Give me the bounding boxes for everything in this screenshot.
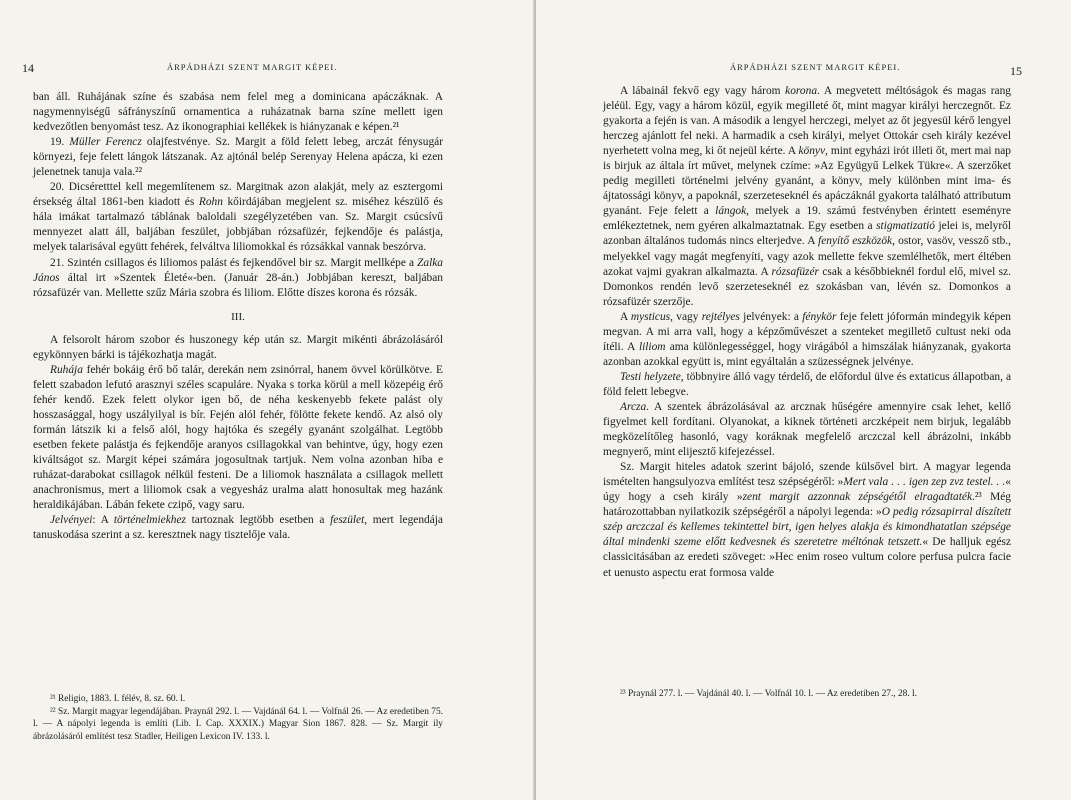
left-footnotes <box>33 693 443 743</box>
paragraph-text: « úgy hogy a cseh király » <box>603 476 1011 504</box>
term: feszület <box>330 514 365 527</box>
paragraph-text: , vagy <box>670 310 702 323</box>
term: Arcza <box>620 400 647 413</box>
left-running-title: ÁRPÁDHÁZI SZENT MARGIT KÉPEI. <box>167 62 338 72</box>
author-name: Zalka János <box>33 256 443 284</box>
paragraph <box>33 180 443 255</box>
paragraph-text: feje felett jóformán mindegyik képen megvan. A mi arra vall, hogy a képzőművészet a szenteket megillető cultust neki oda ítéli. A <box>603 310 1011 353</box>
paragraph: A felsorolt három szobor és huszonegy kép után sz. Margit mikénti ábrázolásáról egykönnyen bárki is tájékozhatja magát. <box>33 333 443 361</box>
paragraph-text: . A megvetett méltóságok és magas rang jeléül. Egy, vagy a három közül, egyik megilleté őt, mint magyar királyi herczegnőt. Ez gyakorta a fején is van. A második a lengyel herczegi, melyet az őt jegyesül kérő lengyel herczeg ajánlott fel neki. A harmadik a cseh királyi, melyet Ottokár cseh király kezével nyerhetett volna meg, ki őt nejeül kérte. A <box>603 85 1011 158</box>
term: Testi helyzete <box>620 370 681 383</box>
item-number: 19. <box>50 136 70 149</box>
right-page <box>536 0 1071 800</box>
paragraph-text: fehér bokáig érő bő talár, derekán nem zsinórral, hanem övvel körülkötve. E felett szabadon lefutó arasznyi széles scapuláre. Nyaka s torka körül a mell közepéig érő fehér kendő. Ezek felett olykor igen bő, de néha keskenyebb fekete palást oly hosszasággal, hogy uszályilyal is bír. Fején alól fehér, fölötte fekete kendő. Az alsó oly formán látszik ki a felső alól, hogy hajtóka és szegély gyanánt szolgálhat. Legtöbb esetben fekete palástja és fejkendője aranyos csillagokkal van behintve, úgy, hogy ezen kiváltságot sz. Margit képei számára jogosultnak tartjuk. Nem volna azonban hiba e ruházat-darabokat csillagok nélkül festeni. De a liliomok használata a csillagok mellett anachronismus, mert a liliomok csak a vegyesház uralma alatt honosultak meg hazánk heraldikájában. Lábán fekete czipő, vagy saru. <box>33 363 443 512</box>
left-page-body <box>33 90 443 543</box>
paragraph-text: 21. Szintén csillagos és liliomos palást és fejkendővel bir sz. Margit mellképe a <box>50 256 418 269</box>
paragraph <box>603 400 1011 460</box>
term: stigmatizatió <box>876 220 935 233</box>
term: liliom <box>638 340 666 353</box>
right-running-title: ÁRPÁDHÁZI SZENT MARGIT KÉPEI. <box>730 62 901 72</box>
paragraph-text: 20. Dicséretttel kell megemlítenem sz. Margitnak azon alakját, mely az esztergomi érsekség által 1861-ben kiadott és <box>33 181 443 209</box>
term: történelmiekhez <box>113 514 186 527</box>
term: mysticus <box>630 310 671 323</box>
quotation: O pedig rózsapirral díszített szép arczczal és kellemes tekintettel birt, igen helyes alakja és kimondhatatlan szépsége által mindenki szeme előtt kedvesnek és szeretetre méltónak tetszett. <box>603 506 1011 549</box>
paragraph-text: csak a későbbieknél fordul elő, mivel sz. Domonkos rendén levő szerzeteseknél ez szokásban van, lévén sz. Domonkos a rózsafüzér szerzője. <box>603 265 1011 308</box>
term: fénykör <box>802 310 837 323</box>
paragraph <box>33 135 443 180</box>
paragraph <box>603 460 1011 580</box>
right-page-number: 15 <box>1010 64 1022 78</box>
paragraph <box>603 84 1011 310</box>
paragraph-text: A lábainál fekvő egy vagy három <box>620 85 786 97</box>
paragraph-text: .²³ Még határozottabban nyilatkozik szépségéről a nápolyi legenda: » <box>603 491 1011 519</box>
term: rejtélyes <box>701 310 740 323</box>
footnote: ²³ Praynál 277. l. — Vajdánál 40. l. — Volfnál 10. l. — Az eredetiben 27., 28. l. <box>620 689 917 699</box>
paragraph <box>603 370 1011 400</box>
term: fenyítő eszközök <box>818 235 893 248</box>
paragraph-text: « De halljuk egész classicitásában az eredeti szöveget: »Hec enim roseo vultum colore perfusa pulcra facie et uenusto aspectu erat formosa valde <box>603 536 1011 579</box>
term: lángok <box>715 205 747 218</box>
paragraph-text: tartoznak legtöbb esetben a <box>185 514 331 527</box>
term: korona <box>785 85 818 97</box>
left-page-number: 14 <box>22 61 34 75</box>
footnote: ²¹ Religio, 1883. I. félév, 8. sz. 60. l. <box>50 694 186 704</box>
paragraph-text: Sz. Margit hiteles adatok szerint bájoló, szende külsővel birt. A magyar legenda ismételten hangsulyozva említést tesz szépségéről: » <box>603 461 1011 489</box>
paragraph-text: kőirdájában megjelent sz. miséhez készülő és hála imákat tartalmazó táblának baloldali szegélyzetében van. Sz. Margit csúcsívű mennyezet alatt áll, baljában feszület, jobbjában rózsafüzér, fejkendője és palástja, melyek talarisával együtt fehérek, felváltva liliomokkal és rózsákkal vannak beszórva. <box>33 196 443 254</box>
paragraph-text: , melyek a 19. számú festvényben érintett eseményre emlékeztetnek, nem gyéren alkalmaztatnak. Egy esetben a <box>603 205 1011 233</box>
paragraph <box>603 310 1011 370</box>
paragraph-text: ama különlegességgel, hogy virágából a himszálak hiányzanak, gyakorta azonban azokkal együtt is, mint egyáltalán a szüzességnek jelvénye. <box>603 340 1011 368</box>
paragraph: ban áll. Ruhájának színe és szabása nem felel meg a dominicana apáczáknak. A nagymennyiségű sáfrányszínű ornamentica a ruházatnak barna színe mellett igen kedvezőtlen benyomást tesz. Az ikonographiai kellékek is hiányzanak e képen.²¹ <box>33 91 443 134</box>
paragraph-text: , mert legendája tanuskodása szerint a sz. keresztnek nagy tisztelője vala. <box>33 514 443 542</box>
paragraph <box>33 513 443 543</box>
term: rózsafüzér <box>771 265 819 278</box>
paragraph-text: jelvények: a <box>739 310 803 323</box>
left-page <box>0 0 535 800</box>
paragraph-text: jelei is, melyről azonban általános tudomás nincs elterjedve. A <box>603 220 1011 248</box>
artist-name: Müller Ferencz <box>69 136 142 149</box>
paragraph-text: : A <box>92 514 114 527</box>
quotation: zent margit azzonnak zépségétől elragadtaték <box>742 491 973 504</box>
publisher-name: Rohn <box>198 196 223 209</box>
term: Ruhája <box>50 363 83 376</box>
paragraph-text: A <box>620 310 631 323</box>
paragraph-text: olajfestvénye. Sz. Margit a föld felett lebeg, arczát fénysugár környezi, feje felett lángok látszanak. Az ajtónál belép Serenyay Helena apácza, ki ezen jelenetnek tanuja vala.²² <box>33 136 443 179</box>
right-footnotes <box>603 688 1011 701</box>
paragraph-text: . A szentek ábrázolásával az arcznak hűségére amennyire csak lehet, kellő figyelmet kell fordítani. Olyanokat, a kiknek történeti arczképeit nem birjuk, legalább megközelítőleg hasonló, vagy koráknak megfelelő arczczal kell ábrázolni, inkább megnyerő, mint elijesztő kifejezéssel. <box>603 400 1011 459</box>
right-page-body <box>603 84 1011 581</box>
paragraph <box>33 363 443 513</box>
footnote: ²² Sz. Margit magyar legendájában. Praynál 292. l. — Vajdánál 64. l. — Volfnál 26. — Az eredetiben 75. l. — A nápolyi legenda is említi (Lib. I. Cap. XXXIX.) Magyar Sion 1867. 828. — Sz. Margit ily ábrázolásáról említést tesz Stadler, Heiligen Lexicon IV. 133. l. <box>33 706 443 742</box>
paragraph-text: , mint egyházi irót illeti őt, mert mai nap is birjuk az általa írt művet, melynek czíme: »Az Együgyű Lelkek Tükre«. A szerzőket pedig megilleti történelmi jelvény gyanánt, a könyv, mely különben mint ima- és ájtatossági könyv, a papoknál, szerzeteseknél és apáczáknál gyakorta található attributum gyanánt. Feje felett a <box>603 145 1011 218</box>
paragraph <box>33 256 443 301</box>
paragraph-text: által irt »Szentek Életé«-ben. (Január 28-án.) Jobbjában kereszt, baljában rózsafüzér van. Mellette szűz Mária szobra és liliom. Előtte díszes korona és rózsák. <box>33 271 443 299</box>
section-heading: III. <box>231 310 245 323</box>
paragraph-text: , többnyire álló vagy térdelő, de előfordul ülve és extaticus állapotban, a föld felett lebegve. <box>603 370 1011 398</box>
paragraph-text: , ostor, vasöv, vessző stb., melyekkel vagy magát megfenyíti, vagy azok mellette fekve szemlélhetők, mert éltében azokat vajmi gyakran alkalmazta. A <box>603 235 1011 278</box>
term: könyv <box>798 145 826 158</box>
quotation: Mert vala . . . igen zep zvz testel. . . <box>843 476 1006 489</box>
term: Jelvényei <box>50 514 93 527</box>
